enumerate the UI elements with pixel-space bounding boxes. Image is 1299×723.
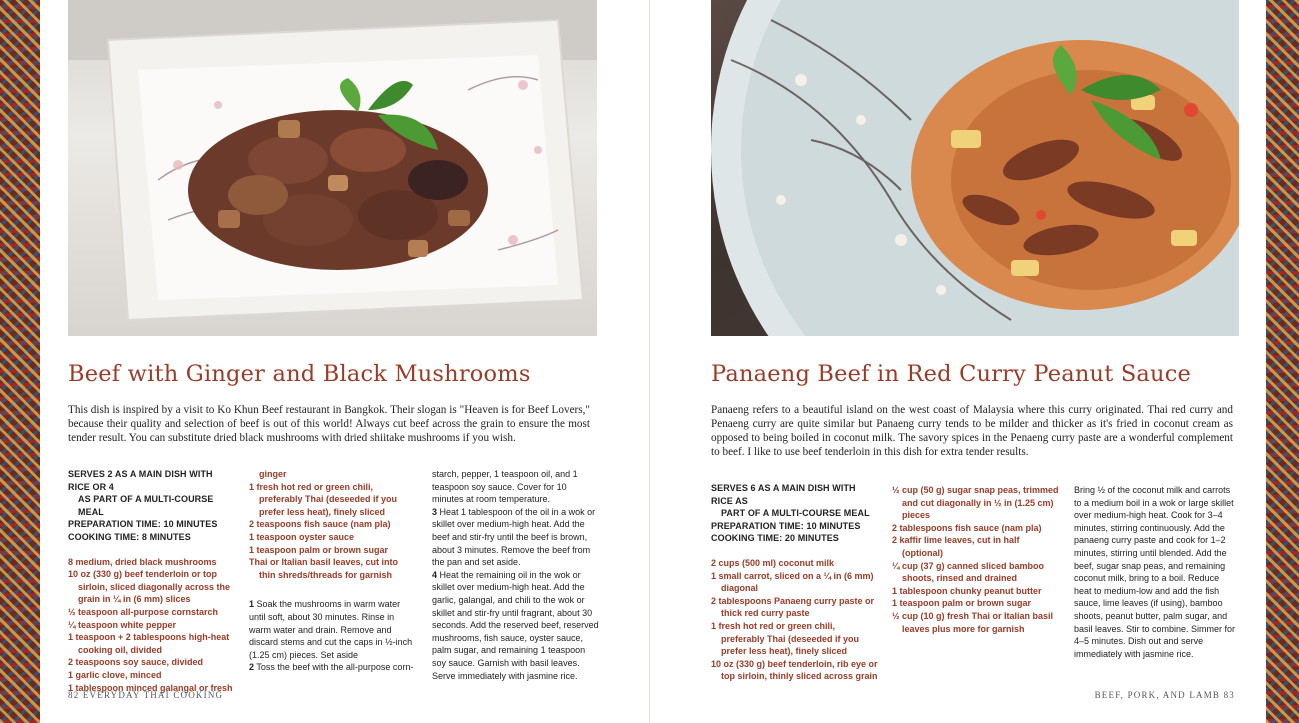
ingredient-item: 1 tablespoon chunky peanut butter — [892, 585, 1042, 596]
ingredient-item: 10 oz (330 g) beef tenderloin or top sirloin, sliced diagonally across the grain in ¼ in (6 mm) slices — [68, 569, 231, 605]
ingredient-item: 1 tablespoon minced galangal or fresh — [68, 682, 233, 693]
cook-time: COOKING TIME: 8 MINUTES — [68, 531, 191, 542]
serves-line: SERVES 2 AS A MAIN DISH WITH RICE OR 4 — [68, 469, 213, 492]
ingredient-item: 10 oz (330 g) beef tenderloin, rib eye or top sirloin, thinly sliced across grain — [711, 658, 878, 682]
method-step — [432, 506, 600, 569]
woven-border-left — [0, 0, 40, 723]
right-page — [649, 0, 1267, 723]
recipe-intro: Panaeng refers to a beautiful island on the west coast of Malaysia where this curry originated. Thai red curry and Penaeng curry are quite similar but Panaeng curry tends to be milder and thicker as it's fried in coconut cream as opposed to being boiled in coconut milk. The savory spices in the Penaeng curry paste are a wonderful complement to beef. I like to use beef tenderloin in this dish for extra tender results. — [711, 404, 1233, 458]
ingredient-item: 2 tablespoons Panaeng curry paste or thick red curry paste — [711, 595, 875, 619]
ingredient-item: ½ cup (10 g) fresh Thai or Italian basil leaves plus more for garnish — [892, 610, 1054, 634]
ingredients-column-2 — [249, 468, 417, 674]
ingredient-item: 2 teaspoons soy sauce, divided — [68, 657, 204, 668]
left-dish-photo — [68, 0, 597, 336]
recipe-intro: This dish is inspired by a visit to Ko Khun Beef restaurant in Bangkok. Their slogan is "Heaven is for Beef Lovers," because their quality and selection of beef is out of this world! Always cut beef across the grain to ensure the most tender result. You can substitute dried black mushrooms with dried shiitake mushrooms if you wish. — [68, 404, 590, 444]
step-number: 2 — [249, 662, 255, 673]
step-number: 4 — [432, 569, 438, 580]
recipe-meta — [711, 482, 879, 545]
left-page — [40, 0, 649, 723]
cook-time: COOKING TIME: 20 MINUTES — [711, 533, 839, 544]
ingredient-item: ½ teaspoon all-purpose cornstarch — [68, 606, 219, 617]
serves-line: SERVES 6 AS A MAIN DISH WITH RICE AS — [711, 483, 856, 506]
ingredients-column-1 — [711, 482, 879, 683]
ingredient-item: 1 fresh hot red or green chili, preferably Thai (deseeded if you prefer less heat), finely sliced — [249, 481, 398, 517]
method-column — [432, 468, 600, 682]
ingredient-item: ¼ teaspoon white pepper — [68, 619, 177, 630]
step-text: Soak the mushrooms in warm water until soft, about 30 minutes. Rinse in warm water and drain. Remove and discard stems and cut the caps in ½-inch (1.25 cm) pieces. Set aside — [249, 599, 413, 660]
recipe-title: Beef with Ginger and Black Mushrooms — [68, 361, 531, 387]
ingredient-item: ½ cup (50 g) sugar snap peas, trimmed and cut diagonally in ½ in (1.25 cm) pieces — [892, 485, 1059, 521]
ingredient-item: ginger — [259, 469, 287, 479]
ingredient-item: Thai or Italian basil leaves, cut into thin shreds/threads for garnish — [249, 557, 399, 580]
method-column — [1074, 484, 1238, 660]
step-text: Heat 1 tablespoon of the oil in a wok or skillet over medium-high heat. Add the beef and stir-fry until the beef is brown, about 3 minutes. Remove the beef from the pan and set aside. — [432, 506, 596, 568]
ingredient-item: 1 teaspoon palm or brown sugar — [249, 544, 389, 555]
method-steps — [249, 598, 417, 674]
step-text: Heat the remaining oil in the wok or skillet over medium-high heat. Add the garlic, galangal, and chili to the wok or skillet and stir-fry until fragrant, about 30 seconds. Add the reserved beef, reserved mushrooms, fish sauce, oyster sauce, palm sugar, and remaining 1 teaspoon soy sauce. Garnish with basil leaves. Serve immediately with jasmine rice. — [432, 569, 599, 681]
prep-time: PREPARATION TIME: 10 MINUTES — [68, 519, 218, 530]
beef-mushroom-plate-illustration — [68, 0, 597, 336]
ingredient-list — [711, 557, 879, 683]
method-step-continued: starch, pepper, 1 teaspoon oil, and 1 teaspoon soy sauce. Cover for 10 minutes at room temperature. — [432, 469, 578, 505]
serves-line-cont: AS PART OF A MULTI-COURSE MEAL — [78, 494, 214, 517]
ingredient-item: 1 garlic clove, minced — [68, 669, 162, 680]
recipe-title: Panaeng Beef in Red Curry Peanut Sauce — [711, 361, 1192, 387]
step-number: 3 — [432, 506, 438, 517]
ingredient-item: 1 teaspoon + 2 tablespoons high-heat cooking oil, divided — [68, 632, 230, 655]
ingredient-item: 2 cups (500 ml) coconut milk — [711, 557, 835, 568]
method-step — [249, 661, 417, 674]
ingredient-item: 1 small carrot, sliced on a ¼ in (6 mm) diagonal — [711, 570, 874, 594]
step-number: 1 — [249, 599, 255, 610]
ingredient-list — [249, 468, 417, 581]
ingredients-column-2 — [892, 484, 1060, 635]
method-step — [432, 569, 600, 682]
page-footer: 82 EVERYDAY THAI COOKING — [68, 690, 224, 700]
ingredient-item: 1 teaspoon oyster sauce — [249, 531, 355, 542]
ingredient-list — [892, 484, 1060, 635]
recipe-meta — [68, 468, 236, 544]
serves-line-cont: PART OF A MULTI-COURSE MEAL — [721, 508, 870, 519]
ingredient-item: 2 tablespoons fish sauce (nam pla) — [892, 522, 1042, 533]
ingredient-item: 1 teaspoon palm or brown sugar — [892, 598, 1032, 609]
page-footer: BEEF, PORK, AND LAMB 83 — [1094, 690, 1235, 700]
right-dish-photo — [711, 0, 1239, 336]
ingredient-list — [68, 556, 236, 695]
ingredient-item: 2 kaffir lime leaves, cut in half (optional) — [892, 535, 1020, 558]
method-step — [249, 598, 417, 661]
ingredient-item: ¼ cup (37 g) canned sliced bamboo shoots, rinsed and drained — [892, 560, 1045, 584]
step-text: Toss the beef with the all-purpose corn- — [256, 662, 414, 673]
ingredient-item: 8 medium, dried black mushrooms — [68, 556, 217, 567]
method-text: Bring ½ of the coconut milk and carrots to a medium boil in a wok or large skillet over medium-high heat. Cook for 3–4 minutes, stirring continuously. Add the panaeng curry paste and cook for 1–2 minutes, stirring until blended. Add the beef, sugar snap peas, and remaining coconut milk, bring to a boil. Reduce heat to medium-low and add the fish sauce, lime leaves (if using), bamboo shoots, peanut butter, palm sugar, and basil leaves. Stir to combine. Simmer for 4–5 minutes. Dish out and serve immediately with jasmine rice. — [1074, 485, 1236, 659]
panaeng-curry-bowl-illustration — [711, 0, 1239, 336]
ingredients-column-1 — [68, 468, 236, 694]
ingredient-item: 2 teaspoons fish sauce (nam pla) — [249, 519, 391, 530]
woven-border-right — [1266, 0, 1299, 723]
prep-time: PREPARATION TIME: 10 MINUTES — [711, 520, 861, 531]
ingredient-item: 1 fresh hot red or green chili, preferably Thai (deseeded if you prefer less heat), finely sliced — [711, 620, 860, 657]
